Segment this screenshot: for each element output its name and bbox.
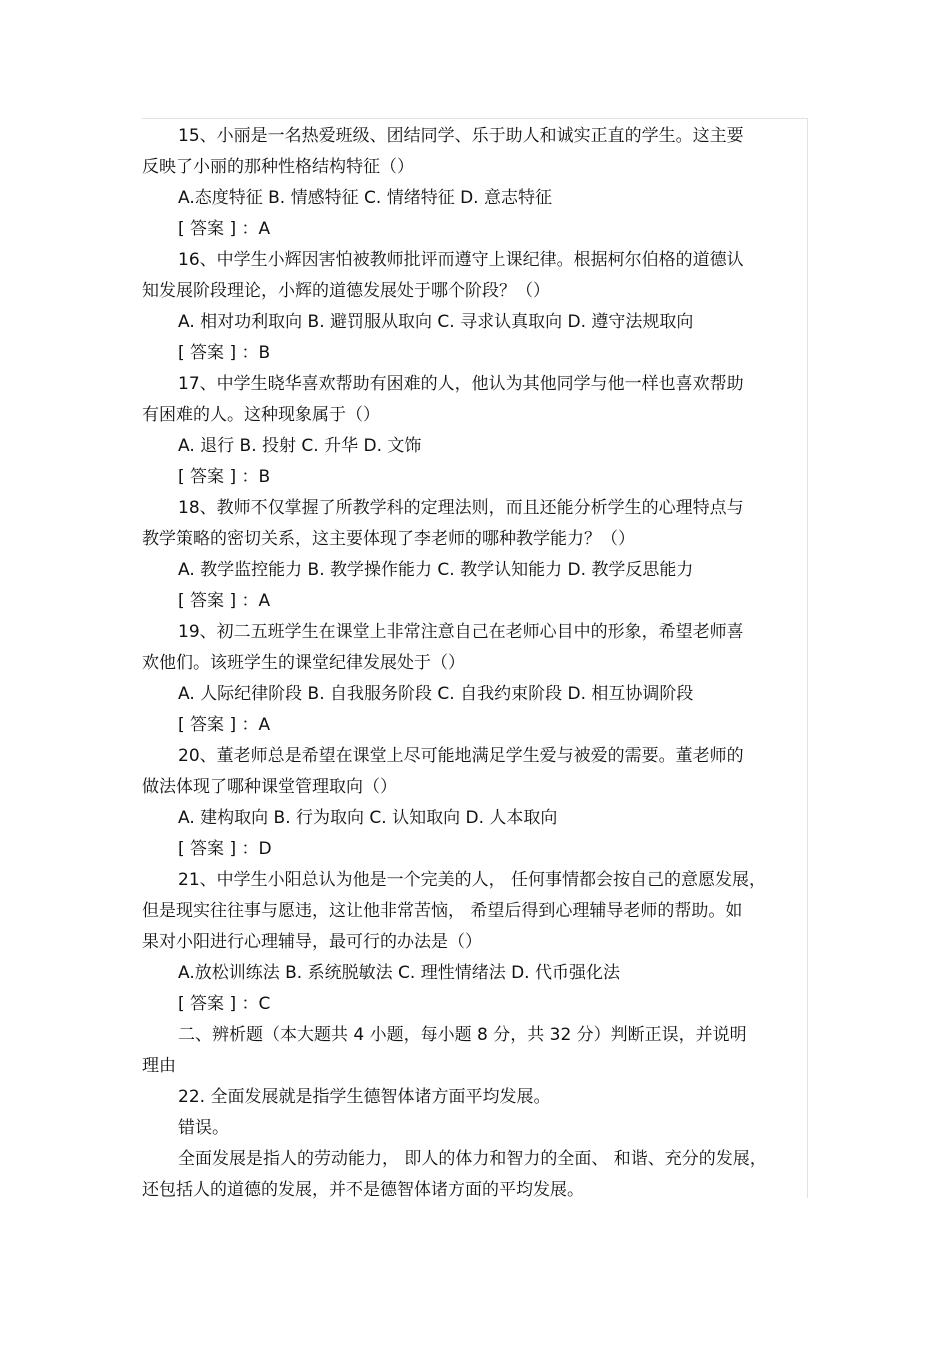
question-19-line-2: 欢他们。该班学生的课堂纪律发展处于（） bbox=[142, 653, 465, 673]
question-21-line-1: 21、中学生小阳总认为他是一个完美的人， 任何事情都会按自己的意愿发展， bbox=[178, 870, 767, 890]
question-17-line-1: 17、中学生晓华喜欢帮助有困难的人，他认为其他同学与他一样也喜欢帮助 bbox=[178, 374, 744, 394]
question-17-options: A. 退行 B. 投射 C. 升华 D. 文饰 bbox=[178, 436, 422, 456]
question-16-options: A. 相对功利取向 B. 避罚服从取向 C. 寻求认真取向 D. 遵守法规取向 bbox=[178, 312, 694, 332]
question-22-statement: 22. 全面发展就是指学生德智体诸方面平均发展。 bbox=[178, 1087, 551, 1107]
question-22-explanation-line-1: 全面发展是指人的劳动能力， 即人的体力和智力的全面、 和谐、充分的发展， bbox=[178, 1149, 767, 1169]
question-22-verdict: 错误。 bbox=[178, 1118, 229, 1138]
question-21-line-3: 果对小阳进行心理辅导，最可行的办法是（） bbox=[142, 932, 482, 952]
section-heading-line-1: 二、辨析题（本大题共 4 小题，每小题 8 分，共 32 分）判断正误，并说明 bbox=[178, 1025, 747, 1045]
question-18-line-2: 教学策略的密切关系，这主要体现了李老师的哪种教学能力？（） bbox=[142, 529, 635, 549]
question-16-line-1: 16、中学生小辉因害怕被教师批评而遵守上课纪律。根据柯尔伯格的道德认 bbox=[178, 250, 744, 270]
question-20-line-2: 做法体现了哪种课堂管理取向（） bbox=[142, 777, 397, 797]
question-18-answer: [ 答案 ] ：A bbox=[178, 591, 271, 611]
question-21-line-2: 但是现实往往事与愿违，这让他非常苦恼， 希望后得到心理辅导老师的帮助。如 bbox=[142, 901, 743, 921]
question-17-line-2: 有困难的人。这种现象属于（） bbox=[142, 405, 380, 425]
question-15-answer: [ 答案 ] ：A bbox=[178, 219, 271, 239]
question-19-answer: [ 答案 ] ：A bbox=[178, 715, 271, 735]
question-19-line-1: 19、初二五班学生在课堂上非常注意自己在老师心目中的形象，希望老师喜 bbox=[178, 622, 744, 642]
question-18-options: A. 教学监控能力 B. 教学操作能力 C. 教学认知能力 D. 教学反思能力 bbox=[178, 560, 694, 580]
question-19-options: A. 人际纪律阶段 B. 自我服务阶段 C. 自我约束阶段 D. 相互协调阶段 bbox=[178, 684, 694, 704]
question-15-line-2: 反映了小丽的那种性格结构特征（） bbox=[142, 157, 414, 177]
question-21-answer: [ 答案 ] ：C bbox=[178, 994, 271, 1014]
question-16-line-2: 知发展阶段理论，小辉的道德发展处于哪个阶段？（） bbox=[142, 281, 550, 301]
question-20-options: A. 建构取向 B. 行为取向 C. 认知取向 D. 人本取向 bbox=[178, 808, 558, 828]
question-15-line-1: 15、小丽是一名热爱班级、团结同学、乐于助人和诚实正直的学生。这主要 bbox=[178, 126, 744, 146]
question-21-options: A.放松训练法 B. 系统脱敏法 C. 理性情绪法 D. 代币强化法 bbox=[178, 963, 620, 983]
question-17-answer: [ 答案 ] ：B bbox=[178, 467, 271, 487]
question-16-answer: [ 答案 ] ：B bbox=[178, 343, 271, 363]
question-18-line-1: 18、教师不仅掌握了所教学科的定理法则，而且还能分析学生的心理特点与 bbox=[178, 498, 744, 518]
document-body bbox=[142, 121, 802, 1206]
question-15-options: A.态度特征 B. 情感特征 C. 情绪特征 D. 意志特征 bbox=[178, 188, 552, 208]
question-20-answer: [ 答案 ] ：D bbox=[178, 839, 272, 859]
question-20-line-1: 20、董老师总是希望在课堂上尽可能地满足学生爱与被爱的需要。董老师的 bbox=[178, 746, 744, 766]
question-22-explanation-line-2: 还包括人的道德的发展，并不是德智体诸方面的平均发展。 bbox=[142, 1180, 584, 1200]
section-heading-line-2: 理由 bbox=[142, 1056, 176, 1076]
